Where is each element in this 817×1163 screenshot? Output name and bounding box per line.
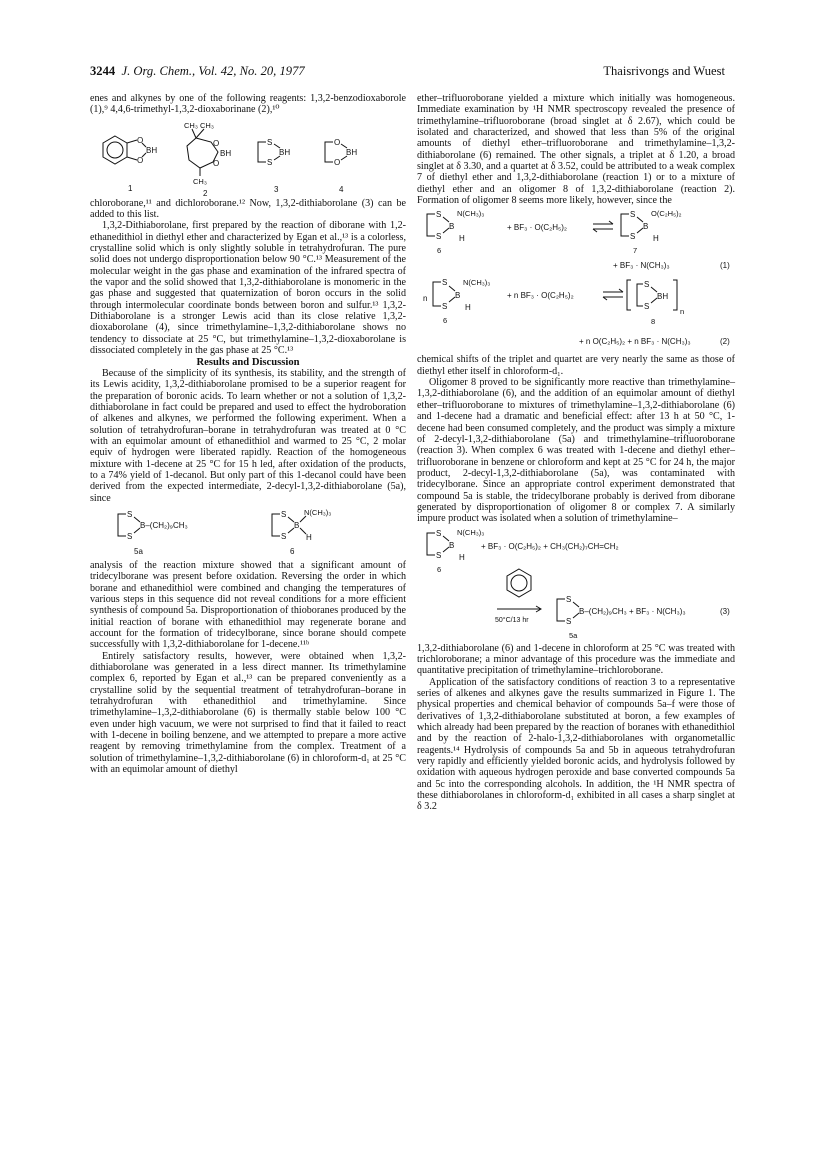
- compound-number: 6: [290, 546, 295, 556]
- left-column: [90, 93, 406, 776]
- atom-label: S: [436, 550, 442, 560]
- atom-label: S: [436, 232, 442, 242]
- reagent-label: + BF₃ · O(C₂H₅)₂: [507, 223, 568, 233]
- compound-number: 7: [633, 246, 638, 256]
- atom-label: S: [267, 137, 273, 147]
- stoich-n: n: [680, 307, 685, 317]
- compound-number: 1: [128, 183, 133, 193]
- compound-number: 5a: [134, 546, 143, 556]
- compound-number: 3: [274, 184, 279, 194]
- atom-label: S: [442, 302, 448, 312]
- atom-label: BH: [346, 147, 358, 157]
- atom-label: O: [334, 137, 341, 147]
- structures-5a-6-figure: [90, 504, 406, 560]
- reaction-3-scheme: [417, 525, 735, 643]
- substituent-label: N(CH₃)₃: [457, 209, 485, 219]
- compound-number: 2: [203, 188, 208, 198]
- structure-4: [325, 138, 357, 194]
- running-header: [90, 64, 725, 82]
- paragraph: enes and alkynes by one of the following reagents: 1,3,2-benzodioxaborole (1),⁹ 4,4,6-trimethyl-1,3,2-dioxaborinane (2),¹⁰: [90, 93, 406, 116]
- atom-label: O: [213, 158, 220, 168]
- paragraph: Entirely satisfactory results, however, were obtained when 1,3,2-dithiaborolane was generated in a less direct manner. Its trimethylamine complex 6, reported by Egan et al.,¹³ can be prepared conveniently as a crystalline solid by the sequential treatment of tetrahydrofuran–borane in tetrahydrofuran with ethanedithiol and trimethylamine. Since trimethylamine–1,3,2-dithiaborolane (6) is thermally stable below 100 °C even under high vacuum, we were not surprised to find that it failed to react with 1-decene in boiling benzene, and we attempted to prepare a more active reagent by removing trimethylamine from the complex. Treatment of a solution of trimethylamine–1,3,2-dithiaborolane (6) in chloroform-d₁ at 25 °C with an equimolar amount of diethyl: [90, 650, 406, 776]
- atom-label: H: [306, 532, 312, 542]
- journal-citation: J. Org. Chem., Vol. 42, No. 20, 1977: [121, 64, 305, 78]
- equation-number: (3): [720, 606, 730, 616]
- atom-label: S: [436, 528, 442, 538]
- methyl-label: CH₃: [184, 120, 198, 130]
- atom-label: B: [449, 222, 455, 232]
- substituent-label: B–(CH₂)₉CH₃: [140, 520, 188, 530]
- reagent-label: + BF₃ · O(C₂H₅)₂ + CH₃(CH₂)₇CH=CH₂: [481, 541, 619, 551]
- compound-number: 6: [437, 564, 442, 574]
- atom-label: S: [566, 616, 572, 626]
- atom-label: S: [644, 302, 650, 312]
- atom-label: B: [449, 540, 455, 550]
- atom-label: H: [459, 552, 465, 562]
- atom-label: BH: [220, 148, 232, 158]
- methyl-label: CH₃: [200, 120, 214, 130]
- compound-number: 6: [437, 246, 442, 256]
- equation-number: (2): [720, 337, 730, 347]
- header-authors: Thaisrivongs and Wuest: [603, 64, 725, 78]
- reaction-1: [427, 209, 730, 270]
- reagent-structures-figure: [90, 116, 406, 198]
- compound-number: 4: [339, 184, 344, 194]
- compound-number: 5a: [569, 630, 578, 640]
- compound-number: 6: [443, 316, 448, 326]
- reagent-label: + n BF₃ · O(C₂H₅)₂: [507, 291, 574, 301]
- atom-label: H: [653, 234, 659, 244]
- atom-label: S: [630, 232, 636, 242]
- atom-label: O: [334, 157, 341, 167]
- atom-label: O: [137, 135, 144, 145]
- reaction-3: [427, 528, 730, 640]
- atom-label: S: [267, 157, 273, 167]
- atom-label: B: [294, 520, 300, 530]
- structure-3: [258, 138, 290, 194]
- reaction-conditions: 50°C/13 hr: [495, 616, 529, 624]
- right-column: [417, 93, 735, 813]
- stoich-n: n: [423, 294, 428, 304]
- header-left: [90, 64, 305, 79]
- substituent-label: N(CH₃)₃: [457, 527, 485, 537]
- atom-label: S: [442, 278, 448, 288]
- product-label: + n O(C₂H₅)₂ + n BF₃ · N(CH₃)₃: [579, 337, 691, 347]
- atom-label: BH: [146, 145, 158, 155]
- product-label: + BF₃ · N(CH₃)₃: [613, 261, 670, 271]
- structure-6: [272, 508, 331, 556]
- atom-label: BH: [279, 147, 291, 157]
- structure-2: [184, 121, 231, 198]
- atom-label: B: [455, 291, 461, 301]
- product-label: B–(CH₂)₉CH₃ + BF₃ · N(CH₃)₃: [579, 606, 686, 616]
- atom-label: S: [630, 210, 636, 220]
- atom-label: S: [127, 531, 133, 541]
- page-number: 3244: [90, 64, 116, 78]
- substituent-label: N(CH₃)₃: [463, 278, 491, 288]
- atom-label: B: [643, 222, 649, 232]
- reaction-2: [423, 278, 730, 346]
- atom-label: S: [281, 531, 287, 541]
- methyl-label: CH₃: [193, 176, 207, 186]
- paragraph: 1,3,2-Dithiaborolane, first prepared by the reaction of diborane with 1,2-ethanedithiol in diethyl ether and characterized by Egan et al.,¹³ is a colorless, crystalline solid which is only slightly soluble in tetrahydrofuran. The pure solid does not undergo disproportionation below 90 °C.¹³ Measurement of the molecular weight in the gas phase and examination of the infrared spectra of the vapor and the solid showed that 1,3,2-dithiaborolane is monomeric in the gas phase and suggested that quaternization of boron occurs in the solid through intermolecular coordinate bonds between boron and sulfur.¹³ 1,3,2-Dithiaborolane is a stronger Lewis acid than its close relative 1,3,2-dioxaborolane (4), since trimethylamine–1,3,2-dithiaborolane shows no tendency to dissociate at 25 °C, but trimethylamine–1,3,2-dioxaborolane is dissociated completely in the gas phase at 25 °C.¹³: [90, 220, 406, 357]
- equation-number: (1): [720, 261, 730, 271]
- section-heading: Results and Discussion: [196, 356, 300, 368]
- atom-label: S: [281, 509, 287, 519]
- structure-1: [103, 136, 157, 193]
- paragraph: Because of the simplicity of its synthesis, its stability, and the strength of its Lewis acidity, 1,3,2-dithiaborolane promised to be a superior reagent for the preparation of boronic acids. To learn whether or not a solution of 1,3,2-dithiaborolane in fact could be prepared and used to effect the hydroboration of alkenes and alkynes, we performed the following experiment. When a solution of tetrahydrofuran–borane in tetrahydrofuran was treated at 0 °C with an equimolar amount of ethanedithiol and warmed to 25 °C, 2 molar equiv of hydrogen were liberated rapidly. Reaction of the homogeneous mixture with 1-decene at 25 °C for 15 h led, after oxidation of the products, to a 74% yield of 1-decanol. But only part of this 1-decanol could have been derived from the expected intermediate, 2-decyl-1,3,2-dithiaborolane (5a), since: [90, 367, 406, 504]
- atom-label: S: [644, 280, 650, 290]
- reaction-1-2-scheme: [417, 206, 735, 354]
- substituent-label: O(C₂H₅)₂: [651, 209, 682, 219]
- atom-label: O: [213, 138, 220, 148]
- paragraph: Application of the satisfactory conditions of reaction 3 to a representative series of alkenes and alkynes gave the results summarized in Figure 1. The physical properties and chemical behavior of compounds 5a–f were those of derivatives of 1,3,2-dithiaborolane substituted at boron, a few examples of which already had been prepared by the reaction of boranes with ethanedithiol and by the reaction of 2-halo-1,3,2-dithiaborolanes with organometallic reagents.¹⁴ Hydrolysis of compounds 5a and 5b in aqueous tetrahydrofuran very rapidly and efficiently yielded boronic acids, and hydrolysis followed by oxidation with aqueous hydrogen peroxide and base converted compounds 5a and 5c into the corresponding alcohols. In addition, the ¹H NMR spectra of these dithiaborolanes in chloroform-d₁ exhibited in all cases a sharp singlet at δ 3.2: [417, 676, 735, 813]
- paragraph: chloroborane,¹¹ and dichloroborane.¹² Now, 1,3,2-dithiaborolane (3) can be added to this list.: [90, 197, 406, 221]
- paragraph: ether–trifluoroborane yielded a mixture which initially was homogeneous. Immediate examination by ¹H NMR spectroscopy revealed the presence of trimethylamine–trifluoroborane (broad singlet at δ 2.67), which could be isolated and characterized, and showed that less than 5% of the original amounts of diethyl ether–trifluoroborane and trimethylamine–1,3,2-dithiaborolane (6) remained. The other signals, a triplet at δ 1.20, a broad singlet at δ 3.30, and a quartet at δ 3.52, could be attributed to a weak complex 7 of diethyl ether and 1,3,2-dithiaborolane (reaction 1) or to a mixture of diethyl ether and an oligomer 8 of 1,3,2-dithiaborolane (reaction 2). Formation of oligomer 8 seems more likely, however, since the: [417, 93, 735, 207]
- paragraph: Oligomer 8 proved to be significantly more reactive than trimethylamine–1,3,2-dithiaborolane (6), and the addition of an equimolar amount of diethyl ether–trifluoroborane to mixtures of trimethylamine–1,3,2-dithiaborolane (6) and 1-decene had a dramatic and beneficial effect: after 13 h at 50 °C, 1-decene had been consumed completely, and the product was simply a mixture of 2-decyl-1,3,2-dithiaborolane (5a) and trimethylamine–trifluoroborane (reaction 3). When complex 6 was treated with 1-decene and diethyl ether–trifluoroborane in benzene or chloroform and kept at 25 °C for 24 h, the major product, 2-decyl-1,3,2-dithiaborolane (5a), was contaminated with tridecylborane. Since an appropriate control experiment demonstrated that compound 5a is stable, the tridecylborane probably is derived from diborane generated by disproportionation of oligomer 8 or complex 7. A similarly impure product was isolated when a solution of trimethylamine–: [417, 377, 735, 525]
- paragraph: 1,3,2-dithiaborolane (6) and 1-decene in chloroform at 25 °C was treated with trichloroborane; a minor advantage of this procedure was the immediate and quantitative precipitation of trimethylamine–trichloroborane.: [417, 642, 735, 677]
- atom-label: H: [465, 303, 471, 313]
- paragraph: analysis of the reaction mixture showed that a significant amount of tridecylborane was present before oxidation. Reversing the order in which borane and ethanedithiol were combined and changing the temperatures of various steps in this sequence did not reveal conditions for a more efficient synthesis of compound 5a. Disproportionation of thioboranes produced by the initial reaction of borane with ethanedithiol may regenerate borane and account for the formation of tridecylborane, since borane should compete successfully with 1,3,2-dithiaborolane for 1-decene.¹¹ᵇ: [90, 559, 406, 651]
- atom-label: S: [436, 210, 442, 220]
- paragraph: chemical shifts of the triplet and quartet are very nearly the same as those of diethyl ether itself in chloroform-d₁.: [417, 354, 735, 377]
- atom-label: H: [459, 234, 465, 244]
- atom-label: S: [566, 594, 572, 604]
- atom-label: S: [127, 509, 133, 519]
- structure-5a: [118, 510, 188, 556]
- atom-label: BH: [657, 292, 669, 302]
- atom-label: O: [137, 155, 144, 165]
- substituent-label: N(CH₃)₃: [304, 507, 332, 517]
- compound-number: 8: [651, 317, 656, 327]
